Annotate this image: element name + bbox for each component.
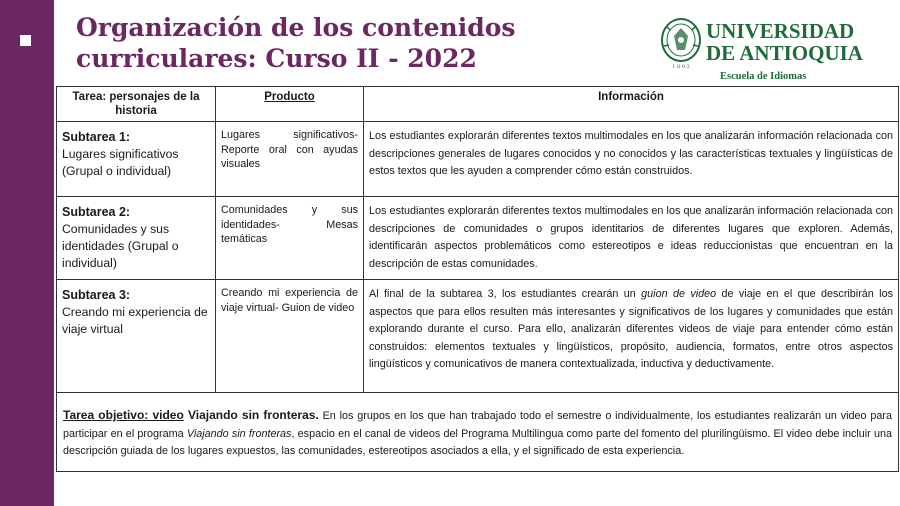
subtask-desc: Lugares significativos (Grupal o individual) [62,147,179,178]
table-header-row [57,87,899,122]
table-row [57,197,899,280]
subtask-desc: Comunidades y sus identidades (Grupal o individual) [62,222,179,270]
subtask-cell [57,197,216,280]
svg-text:1 8 0 3: 1 8 0 3 [672,64,690,70]
info-cell: Al final de la subtarea 3, los estudiantes crearán un guion de video de viaje en el que describirán los aspectos que para ellos resulten más interesantes y significativos de los lugares y comunidades que están explorando durante el curso. Para ello, analizarán diferentes videos de viaje para entender cómo están construidos: elementos textuales y lingüísticos, propósito, audiencia, formatos, entre otros aspectos lingüísticos y comunicativos de manera contextualizada, inductiva y deductivamente. [364,280,899,393]
objective-name: Viajando sin fronteras. [183,408,319,422]
objective-row [57,393,899,472]
subtask-desc: Creando mi experiencia de viaje virtual [62,305,208,336]
university-seal-icon [660,16,702,70]
product-cell: Comunidades y sus identidades- Mesas temáticas [216,197,364,280]
table-row [57,280,899,393]
header-info: Información [364,87,899,122]
bullet-square-icon [20,35,31,46]
table-row [57,122,899,197]
curriculum-table [56,86,899,472]
subtask-cell [57,280,216,393]
subtask-title: Subtarea 2: [62,205,131,219]
objective-label: Tarea objetivo: video [63,408,184,422]
slide-title: Organización de los contenidos curriculares: Curso II - 2022 [76,13,516,73]
subtask-title: Subtarea 3: [62,288,131,302]
info-cell: Los estudiantes explorarán diferentes textos multimodales en los que analizarán información relacionada con descripciones generales de lugares conocidos y no conocidos y las características textuales y lingüísticas de estos textos que les ayuden a comprender cómo están construidos. [364,122,899,197]
slide-sidebar [0,0,54,506]
header-product: Producto [216,87,364,122]
university-logo [658,14,888,88]
product-cell: Lugares significativos- Reporte oral con ayudas visuales [216,122,364,197]
subtask-title: Subtarea 1: [62,130,131,144]
university-name: UNIVERSIDAD DE ANTIOQUIA [706,19,863,65]
header-task: Tarea: personajes de la historia [57,87,216,122]
info-cell: Los estudiantes explorarán diferentes textos multimodales en los que analizarán información relacionada con descripciones de comunidades o grupos identitarios de diferentes lugares que exploren. Además, identificarán aspectos problemáticos como estereotipos e ideas reduccionistas que encuentran en la descripción de estas comunidades. [364,197,899,280]
product-cell: Creando mi experiencia de viaje virtual- Guion de video [216,280,364,393]
objective-cell: Tarea objetivo: video Viajando sin fronteras. En los grupos en los que han trabajado todo el semestre o individualmente, los estudiantes realizarán un video para participar en el programa Viajando sin fronteras, espacio en el canal de videos del Programa Multilingua como parte del fomento del plurilingüismo. El video debe incluir una descripción guiada de los lugares expuestos, las comunidades, estereotipos asociados a ella, y el significado de esta experiencia. [57,393,899,472]
school-name: Escuela de Idiomas [720,71,807,82]
subtask-cell [57,122,216,197]
